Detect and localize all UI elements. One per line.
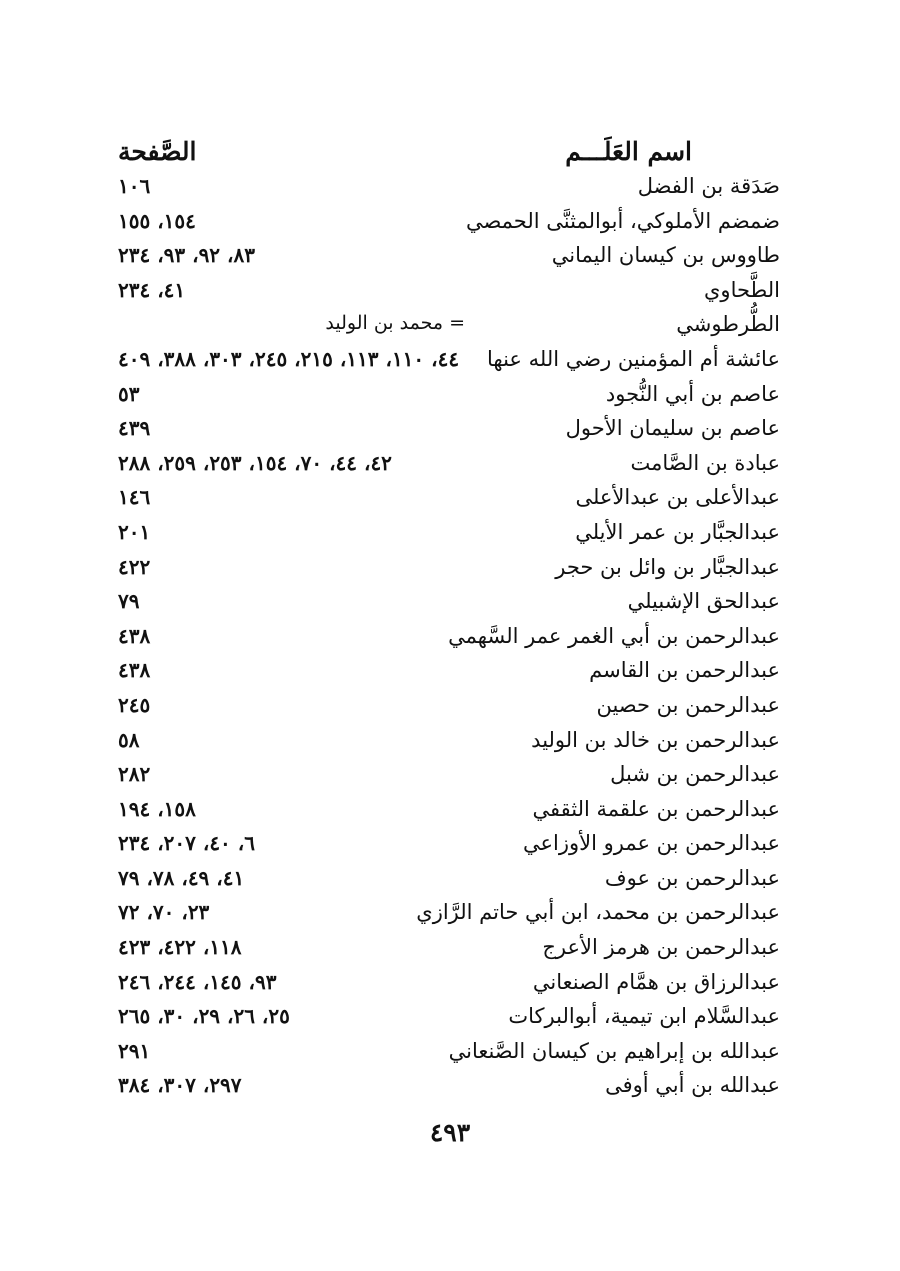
entry-name: عبدالرحمن بن أبي الغمر عمر السَّهمي [448,623,780,648]
entry-pages: ٢٤٥ [118,692,151,717]
index-entry [110,1037,780,1072]
entry-pages: ٧٩ [118,589,140,614]
entry-pages: ١٤٦ [118,485,151,510]
name-column-header: اسم العَلَـــم [565,137,692,166]
entry-pages: ١١٨، ٤٢٢، ٤٢٣ [118,935,242,960]
index-header [110,137,780,173]
index-entry [110,276,780,311]
entry-name: عبدالرحمن بن محمد، ابن أبي حاتم الرَّازي [416,900,780,925]
entry-pages: ٤١، ٢٣٤ [118,277,186,302]
index-entry [110,795,780,830]
index-entry [110,622,780,657]
entry-pages: ٢٣، ٧٠، ٧٢ [118,900,210,925]
index-entry [110,207,780,242]
index-entry [110,553,780,588]
entry-name: عبدالرحمن بن عوف [604,865,780,890]
entry-name: عبدالرحمن بن القاسم [589,658,780,683]
entry-name: عبدالرحمن بن علقمة الثقفي [532,796,780,821]
index-entry [110,380,780,415]
index-entry [110,414,780,449]
entry-pages: ٢٩٧، ٣٠٧، ٣٨٤ [118,1073,242,1098]
entry-name: عبدالأعلى بن عبدالأعلى [575,485,780,510]
index-entries [110,172,780,1106]
entry-name: عبدالجبَّار بن عمر الأيلي [575,519,780,544]
index-entry [110,449,780,484]
index-entry [110,691,780,726]
entry-name: صَدَقة بن الفضل [637,174,780,198]
entry-pages: ٦، ٤٠، ٢٠٧، ٢٣٤ [118,831,255,856]
entry-pages: ٤٢٢ [118,554,151,579]
entry-name: عبدالرحمن بن شبل [610,762,780,787]
index-entry [110,968,780,1003]
entry-name: عبدالله بن أبي أوفى [605,1073,780,1098]
index-entry [110,726,780,761]
entry-name: عائشة أم المؤمنين رضي الله عنها [487,346,780,371]
index-entry [110,483,780,518]
entry-pages: ٢٨٢ [118,762,151,787]
page-number: ٤٩٣ [429,1118,471,1147]
entry-pages: ٤٣٨ [118,658,151,683]
entry-name: عبدالرحمن بن حصين [596,692,780,717]
entry-name: عبدالله بن إبراهيم بن كيسان الصَّنعاني [448,1038,780,1063]
index-entry [110,933,780,968]
index-entry [110,760,780,795]
index-entry [110,172,780,207]
entry-name: الطَّحاوي [704,277,780,302]
index-entry [110,241,780,276]
entry-name: عاصم بن أبي النُّجود [605,381,780,406]
entry-name: عبدالرحمن بن خالد بن الوليد [531,727,780,752]
entry-name: عبدالسَّلام ابن تيمية، أبوالبركات [508,1004,780,1029]
entry-pages: ٢٠١ [118,519,151,544]
index-entry [110,1071,780,1106]
entry-name: عبدالرحمن بن عمرو الأوزاعي [522,831,780,856]
page-column-header: الصَّفحة [118,137,197,166]
entry-pages: ٤٤، ١١٠، ١١٣، ٢١٥، ٢٤٥، ٣٠٣، ٣٨٨، ٤٠٩ [118,346,460,371]
entry-pages: ٢٥، ٢٦، ٢٩، ٣٠، ٢٦٥ [118,1004,290,1029]
entry-name: الطُّرطوشي [676,312,780,337]
entry-pages: ٤١، ٤٩، ٧٨، ٧٩ [118,865,245,890]
entry-pages: ٤٣٨ [118,623,151,648]
index-entry [110,587,780,622]
entry-pages: ١٠٦ [118,174,151,198]
entry-name: عبدالجبَّار بن وائل بن حجر [555,554,780,579]
entry-name: عبادة بن الصَّامت [630,450,780,475]
index-entry [110,345,780,380]
index-entry [110,829,780,864]
entry-name: عبدالحق الإشبيلي [627,589,780,614]
entry-cross-reference: = محمد بن الوليد [325,312,465,335]
entry-pages: ٩٣، ١٤٥، ٢٤٤، ٢٤٦ [118,969,277,994]
entry-pages: ٥٨ [118,727,140,752]
index-entry [110,518,780,553]
entry-pages: ١٥٤، ١٥٥ [118,208,196,233]
index-entry [110,864,780,899]
entry-name: ضمضم الأملوكي، أبوالمثنَّى الحمصي [465,208,780,233]
entry-name: عاصم بن سليمان الأحول [565,416,780,441]
entry-pages: ٥٣ [118,381,140,406]
index-entry [110,310,780,345]
index-entry [110,898,780,933]
entry-pages: ٨٣، ٩٢، ٩٣، ٢٣٤ [118,243,255,268]
entry-pages: ٢٩١ [118,1038,151,1063]
entry-name: عبدالرحمن بن هرمز الأعرج [542,935,780,960]
entry-pages: ١٥٨، ١٩٤ [118,796,196,821]
index-entry [110,656,780,691]
entry-pages: ٤٢، ٤٤، ٧٠، ١٥٤، ٢٥٣، ٢٥٩، ٢٨٨ [118,450,392,475]
entry-pages: ٤٣٩ [118,416,151,441]
index-entry [110,1002,780,1037]
entry-name: عبدالرزاق بن همَّام الصنعاني [532,969,780,994]
entry-name: طاووس بن كيسان اليماني [551,243,780,268]
